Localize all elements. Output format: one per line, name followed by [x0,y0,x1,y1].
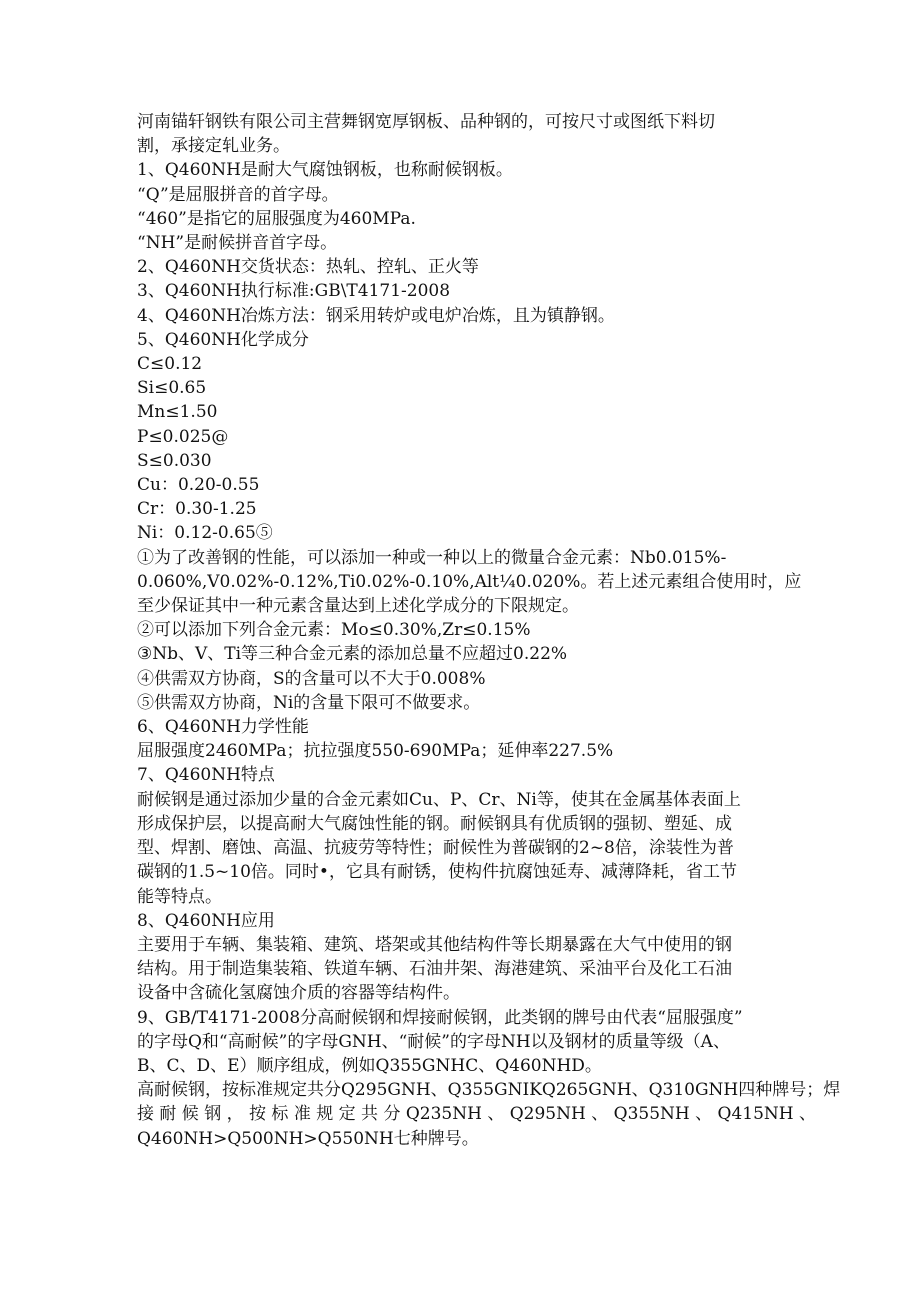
document-body [137,110,841,1151]
text-line: 主要用于车辆、集装箱、建筑、塔架或其他结构件等长期暴露在大气中使用的钢 [137,934,732,955]
text-line: P≤0.025@ [137,426,229,447]
text-line: Cr：0.30-1.25 [137,499,257,520]
text-line: 结构。用于制造集装箱、铁道车辆、石油井架、海港建筑、采油平台及化工石油 [137,959,732,980]
text-line: 8、Q460NH应用 [137,910,275,931]
text-line: 5、Q460NH化学成分 [137,329,309,350]
text-line: ②可以添加下列合金元素：Mo≤0.30%,Zr≤0.15% [137,620,531,641]
text-line: 高耐候钢，按标准规定共分Q295GNH、Q355GNIKQ265GNH、Q310GNH四种牌号；焊 [137,1080,841,1101]
text-line: C≤0.12 [137,354,203,375]
text-line: Q460NH>Q500NH>Q550NH七种牌号。 [137,1128,479,1149]
text-line: 接 耐 候 钢 ， 按 标 准 规 定 共 分 Q235NH 、 Q295NH 、 Q355NH 、 Q415NH 、 [137,1104,817,1125]
text-line: B、C、D、E）顺序组成，例如Q355GNHC、Q460NHD。 [137,1055,602,1076]
text-line: 屈服强度2460MPa；抗拉强度550-690MPa；延伸率227.5% [137,741,614,762]
text-line: 1、Q460NH是耐大气腐蚀钢板，也称耐候钢板。 [137,160,513,181]
text-line: 9、GB/T4171-2008分高耐候钢和焊接耐候钢，此类钢的牌号由代表“屈服强度” [137,1007,743,1028]
text-line: ④供需双方协商，S的含量可以不大于0.008% [137,668,486,689]
text-line: S≤0.030 [137,450,212,471]
text-line: 碳钢的1.5~10倍。同时•，它具有耐锈，使构件抗腐蚀延寿、减薄降耗，省工节 [137,862,737,883]
text-line: Cu：0.20-0.55 [137,475,260,496]
text-line: Si≤0.65 [137,378,207,399]
text-line: “460”是指它的屈服强度为460MPa. [137,208,416,229]
text-line: 形成保护层，以提高耐大气腐蚀性能的钢。耐候钢具有优质钢的强韧、塑延、成 [137,813,732,834]
text-line: ⑤供需双方协商，Ni的含量下限可不做要求。 [137,692,481,713]
text-line: 的字母Q和“高耐候”的字母GNH、“耐候”的字母NH以及钢材的质量等级（A、 [137,1031,730,1052]
text-line: ①为了改善钢的性能，可以添加一种或一种以上的微量合金元素：Nb0.015%- [137,547,727,568]
text-line: 0.060%,V0.02%-0.12%,Ti0.02%-0.10%,Alt¼0.020%。若上述元素组合使用时，应 [137,571,802,592]
text-line: 3、Q460NH执行标准:GB\T4171-2008 [137,281,451,302]
text-line: ③Nb、V、Ti等三种合金元素的添加总量不应超过0.22% [137,644,568,665]
text-line: 2、Q460NH交货状态：热轧、控轧、正火等 [137,257,479,278]
text-line: 型、焊割、磨蚀、高温、抗疲劳等特性；耐候性为普碳钢的2~8倍，涂装性为普 [137,838,734,859]
text-line: “NH”是耐候拼音首字母。 [137,233,338,254]
text-line: 6、Q460NH力学性能 [137,717,309,738]
text-line: 能等特点。 [137,886,222,907]
text-line: Ni：0.12-0.65⑤ [137,523,273,544]
text-line: 割，承接定轧业务。 [137,136,290,157]
text-line: 7、Q460NH特点 [137,765,275,786]
text-line: “Q”是屈服拼音的首字母。 [137,184,339,205]
text-line: 河南锚轩钢铁有限公司主营舞钢宽厚钢板、品种钢的，可按尺寸或图纸下料切 [137,112,715,132]
text-line: 4、Q460NH冶炼方法：钢采用转炉或电炉冶炼，且为镇静钢。 [137,305,615,326]
text-line: Mn≤1.50 [137,402,218,423]
text-line: 至少保证其中一种元素含量达到上述化学成分的下限规定。 [137,596,579,617]
text-line: 设备中含硫化氢腐蚀介质的容器等结构件。 [137,983,460,1004]
text-line: 耐候钢是通过添加少量的合金元素如Cu、P、Cr、Ni等，使其在金属基体表面上 [137,789,741,810]
